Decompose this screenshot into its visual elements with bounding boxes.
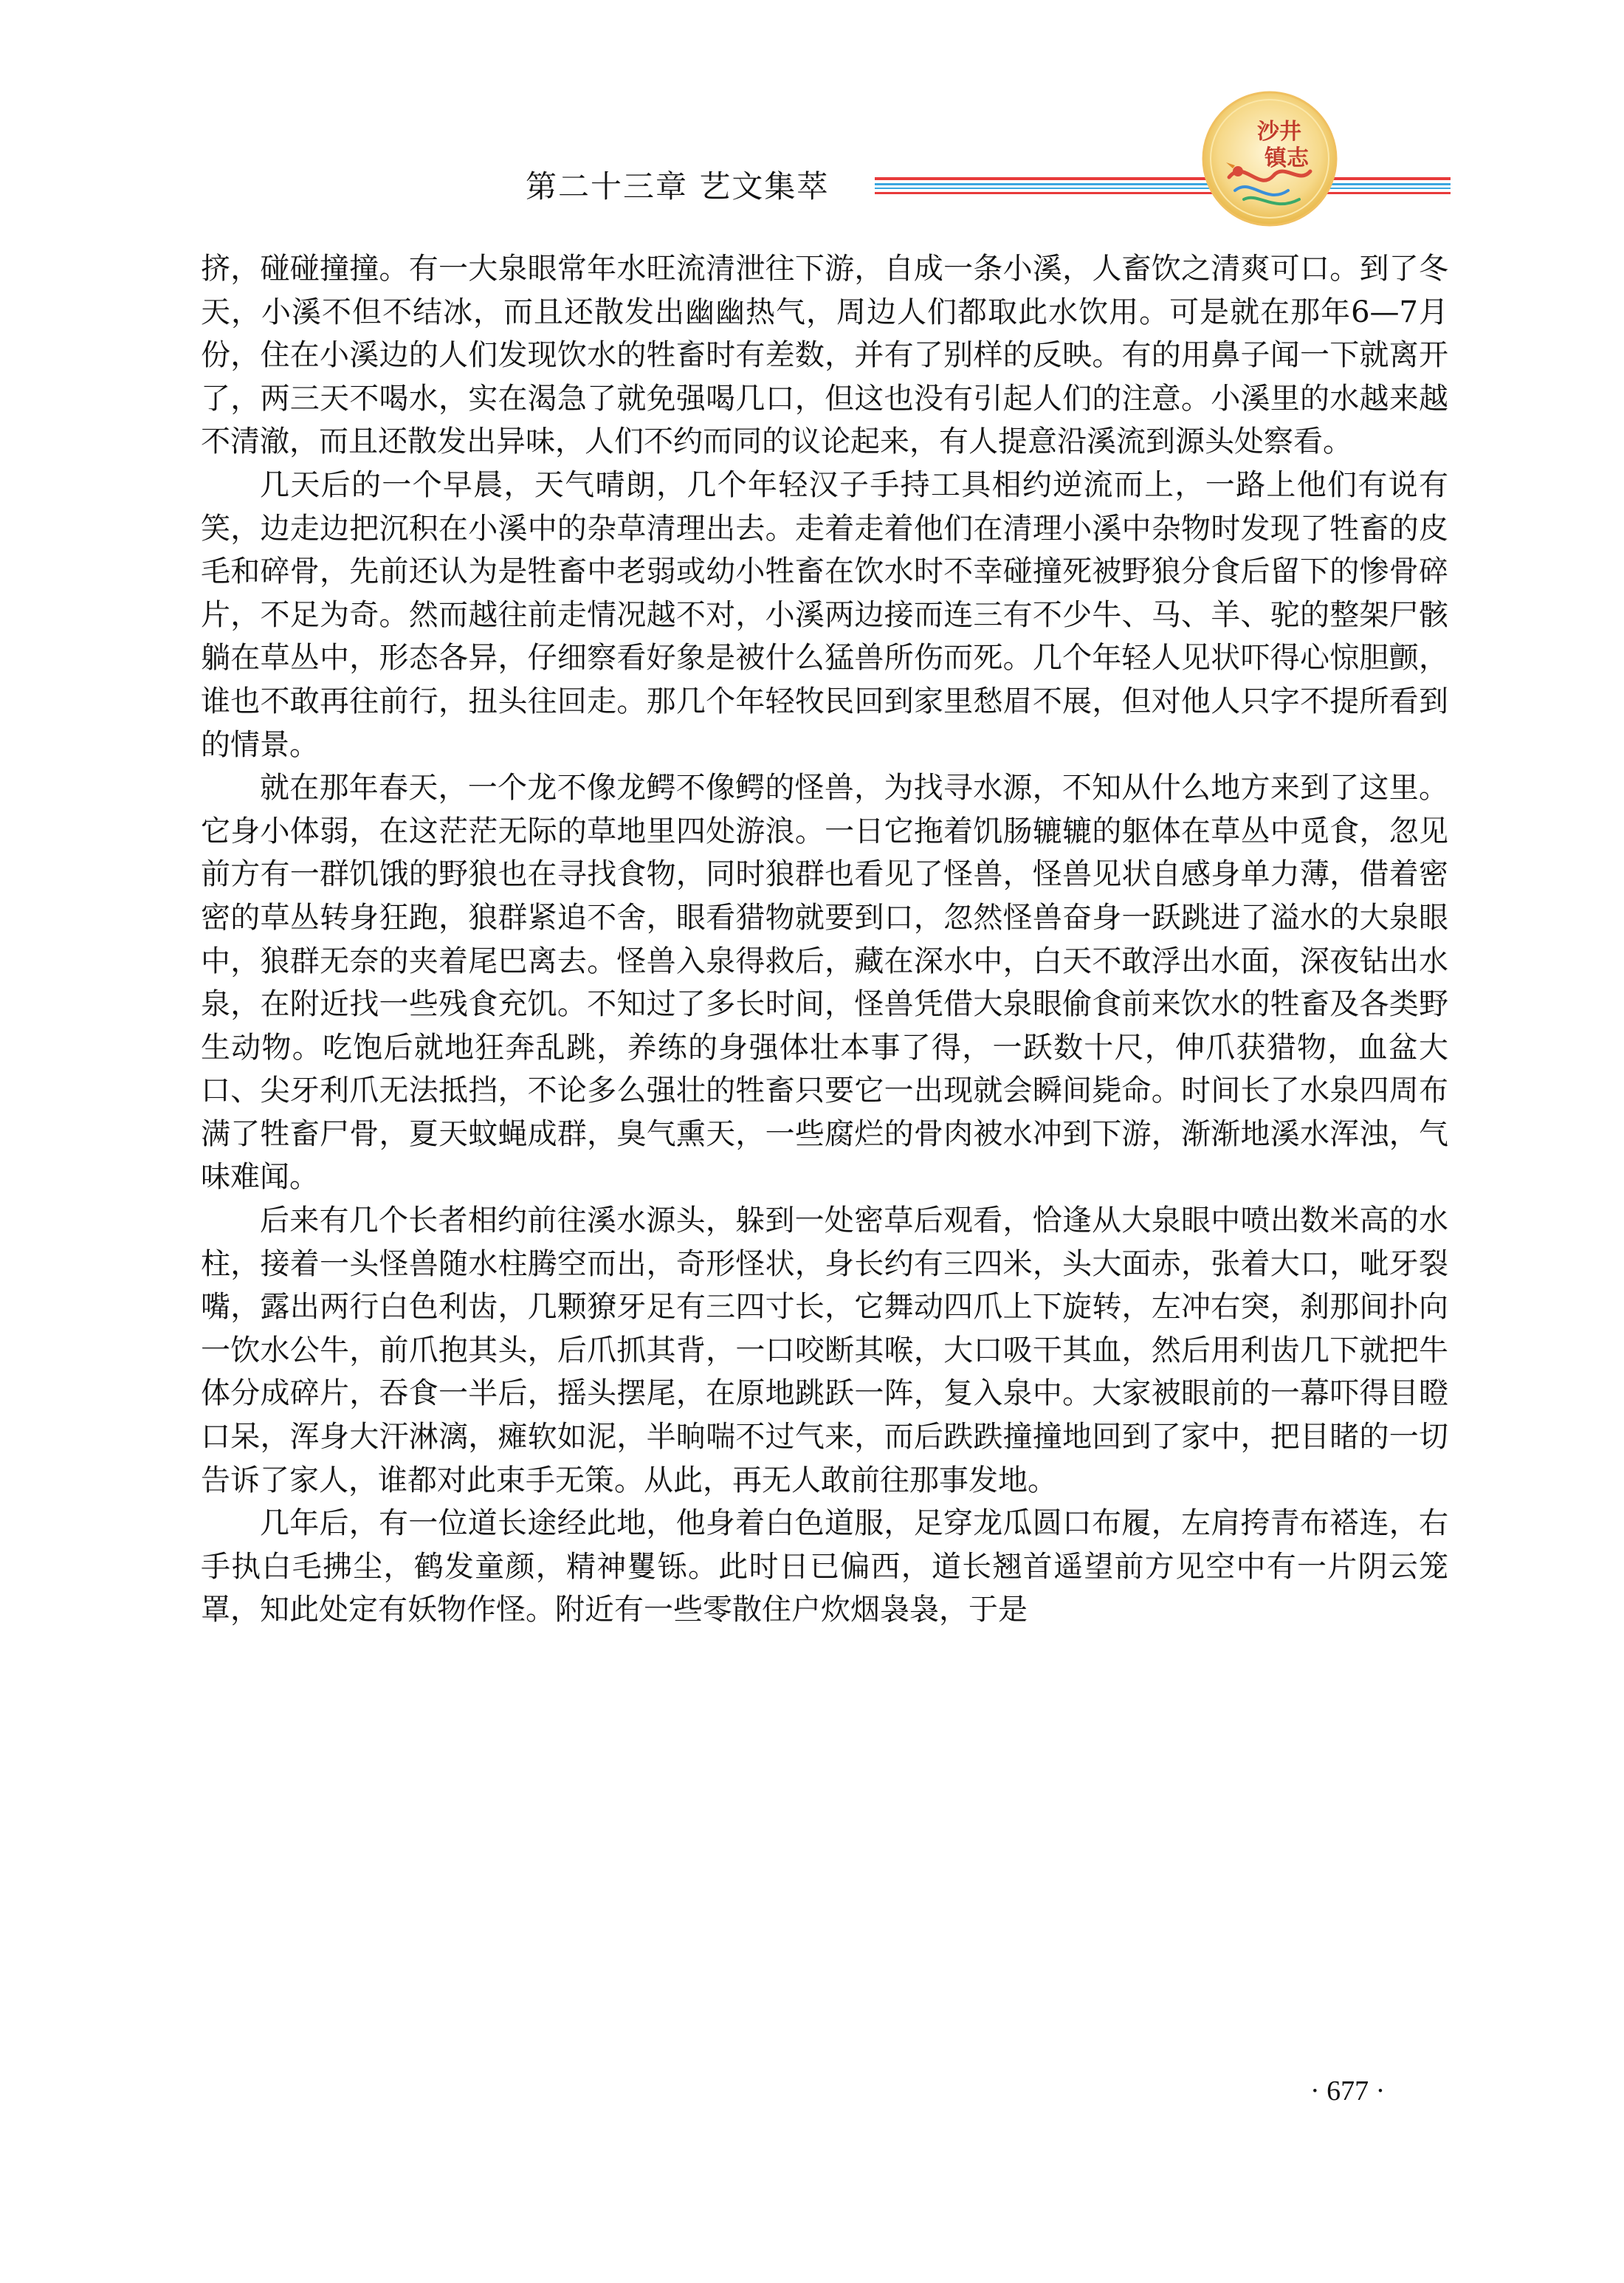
rule-blue-2 [875, 188, 1451, 189]
article-body [201, 247, 1448, 1632]
paragraph: 挤，碰碰撞撞。有一大泉眼常年水旺流清泄往下游，自成一条小溪，人畜饮之清爽可口。到了冬天，小溪不但不结冰，而且还散发出幽幽热气，周边人们都取此水饮用。可是就在那年6—7月份，住在小溪边的人们发现饮水的牲畜时有差数，并有了别样的反映。有的用鼻子闻一下就离开了，两三天不喝水，实在渴急了就免强喝几口，但这也没有引起人们的注意。小溪里的水越来越不清澈，而且还散发出异味，人们不约而同的议论起来，有人提意沿溪流到源头处察看。 [201, 252, 1448, 459]
rule-red-bottom [875, 192, 1451, 194]
paragraph: 几年后，有一位道长途经此地，他身着白色道服，足穿龙瓜圆口布履，左肩挎青布褡连，右手执白毛拂尘，鹤发童颜，精神矍铄。此时日已偏西，道长翘首遥望前方见空中有一片阴云笼罩，知此处定有妖物作怪。附近有一些零散住户炊烟袅袅，于是 [201, 1506, 1448, 1627]
header-decorative-rules [875, 177, 1451, 207]
svg-text:沙井: 沙井 [1257, 119, 1301, 145]
chapter-title: 第二十三章 艺文集萃 [526, 168, 830, 205]
town-chronicle-seal-icon [1200, 89, 1340, 229]
rule-red-top [875, 177, 1451, 180]
paragraph: 几天后的一个早晨，天气晴朗，几个年轻汉子手持工具相约逆流而上，一路上他们有说有笑，边走边把沉积在小溪中的杂草清理出去。走着走着他们在清理小溪中杂物时发现了牲畜的皮毛和碎骨，先前还认为是牲畜中老弱或幼小牲畜在饮水时不幸碰撞死被野狼分食后留下的惨骨碎片，不足为奇。然而越往前走情况越不对，小溪两边接而连三有不少牛、马、羊、驼的整架尸骸躺在草丛中，形态各异，仔细察看好象是被什么猛兽所伤而死。几个年轻人见状吓得心惊胆颤，谁也不敢再往前行，扭头往回走。那几个年轻牧民回到家里愁眉不展，但对他人只字不提所看到的情景。 [201, 467, 1448, 762]
svg-text:镇志: 镇志 [1265, 145, 1309, 171]
rule-blue-1 [875, 183, 1451, 185]
paragraph: 就在那年春天，一个龙不像龙鳄不像鳄的怪兽，为找寻水源，不知从什么地方来到了这里。它身小体弱，在这茫茫无际的草地里四处游浪。一日它拖着饥肠辘辘的躯体在草丛中觅食，忽见前方有一群饥饿的野狼也在寻找食物，同时狼群也看见了怪兽，怪兽见状自感身单力薄，借着密密的草丛转身狂跑，狼群紧追不舍，眼看猎物就要到口，忽然怪兽奋身一跃跳进了溢水的大泉眼中，狼群无奈的夹着尾巴离去。怪兽入泉得救后，藏在深水中，白天不敢浮出水面，深夜钻出水泉，在附近找一些残食充饥。不知过了多长时间，怪兽凭借大泉眼偷食前来饮水的牲畜及各类野生动物。吃饱后就地狂奔乱跳，养练的身强体壮本事了得，一跃数十尺，伸爪获猎物，血盆大口、尖牙利爪无法抵挡，不论多么强壮的牲畜只要它一出现就会瞬间毙命。时间长了水泉四周布满了牲畜尸骨，夏天蚊蝇成群，臭气熏天，一些腐烂的骨肉被水冲到下游，渐渐地溪水浑浊，气味难闻。 [201, 771, 1448, 1195]
page-number: · 677 · [1310, 2076, 1386, 2107]
paragraph: 后来有几个长者相约前往溪水源头，躲到一处密草后观看，恰逢从大泉眼中喷出数米高的水柱，接着一头怪兽随水柱腾空而出，奇形怪状，身长约有三四米，头大面赤，张着大口，呲牙裂嘴，露出两行白色利齿，几颗獠牙足有三四寸长，它舞动四爪上下旋转，左冲右突，刹那间扑向一饮水公牛，前爪抱其头，后爪抓其背，一口咬断其喉，大口吸干其血，然后用利齿几下就把牛体分成碎片，吞食一半后，摇头摆尾，在原地跳跃一阵，复入泉中。大家被眼前的一幕吓得目瞪口呆，浑身大汗淋漓，瘫软如泥，半晌喘不过气来，而后跌跌撞撞地回到了家中，把目睹的一切告诉了家人，谁都对此束手无策。从此，再无人敢前往那事发地。 [201, 1204, 1448, 1497]
